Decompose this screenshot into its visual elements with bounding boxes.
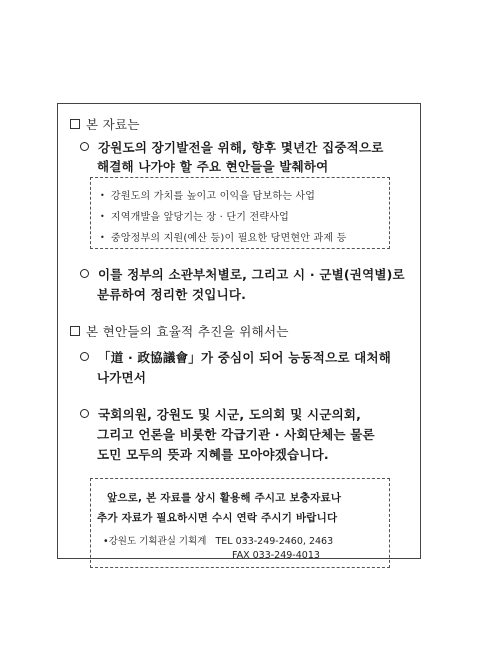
section2-point2-line1: 국회의원, 강원도 및 시군, 도의회 및 시군의회, bbox=[80, 405, 361, 423]
checkbox-square-icon bbox=[70, 326, 80, 336]
contact-tel: TEL 033-249-2460, 2463 bbox=[215, 536, 334, 547]
section2-point2-line2: 그리고 언론을 비롯한 각급기관 · 사회단체는 물론 bbox=[97, 427, 375, 442]
note-line2: 추가 자료가 필요하시면 수시 연락 주시기 바랍니다 bbox=[97, 512, 338, 524]
circle-bullet-icon bbox=[80, 142, 89, 151]
section2-point2-line3: 도민 모두의 뜻과 지혜를 모아야겠습니다. bbox=[97, 447, 329, 462]
circle-bullet-icon bbox=[80, 269, 89, 278]
subitem-3: • 중앙정부의 지원(예산 등)이 필요한 당면현안 과제 등 bbox=[100, 233, 347, 244]
section2-point1-line1: 「道 · 政協議會」가 중심이 되어 능동적으로 대처해 bbox=[80, 348, 391, 366]
contact-fax: FAX 033-249-4013 bbox=[232, 550, 320, 561]
section2-point1-line2: 나가면서 bbox=[97, 370, 147, 385]
section1-point1-line2: 해결해 나가야 할 주요 현안들을 발췌하여 bbox=[97, 159, 329, 174]
dot-bullet-icon: • bbox=[103, 536, 109, 547]
contact-label: 강원도 기획관실 기획계 bbox=[108, 536, 207, 547]
checkbox-square-icon bbox=[70, 119, 80, 129]
subitem-2: • 지역개발을 앞당기는 장 · 단기 전략사업 bbox=[100, 212, 289, 223]
dot-bullet-icon: • bbox=[100, 233, 105, 242]
contact-line bbox=[103, 533, 333, 547]
section2-heading: 본 현안들의 효율적 추진을 위해서는 bbox=[70, 322, 289, 340]
section1-point2-line2: 분류하여 정리한 것입니다. bbox=[97, 287, 247, 302]
section1-point2-line1: 이를 정부의 소관부처별로, 그리고 시 · 군별(권역별)로 bbox=[80, 265, 405, 283]
section1-heading: 본 자료는 bbox=[70, 115, 140, 133]
dot-bullet-icon: • bbox=[100, 212, 105, 221]
circle-bullet-icon bbox=[80, 352, 89, 361]
circle-bullet-icon bbox=[80, 409, 89, 418]
section1-point1-line1: 강원도의 장기발전을 위해, 향후 몇년간 집중적으로 bbox=[80, 138, 383, 156]
note-line1: 앞으로, 본 자료를 상시 활용해 주시고 보충자료나 bbox=[107, 492, 342, 504]
dot-bullet-icon: • bbox=[100, 191, 105, 200]
subitem-1: • 강원도의 가치를 높이고 이익을 담보하는 사업 bbox=[100, 191, 316, 202]
